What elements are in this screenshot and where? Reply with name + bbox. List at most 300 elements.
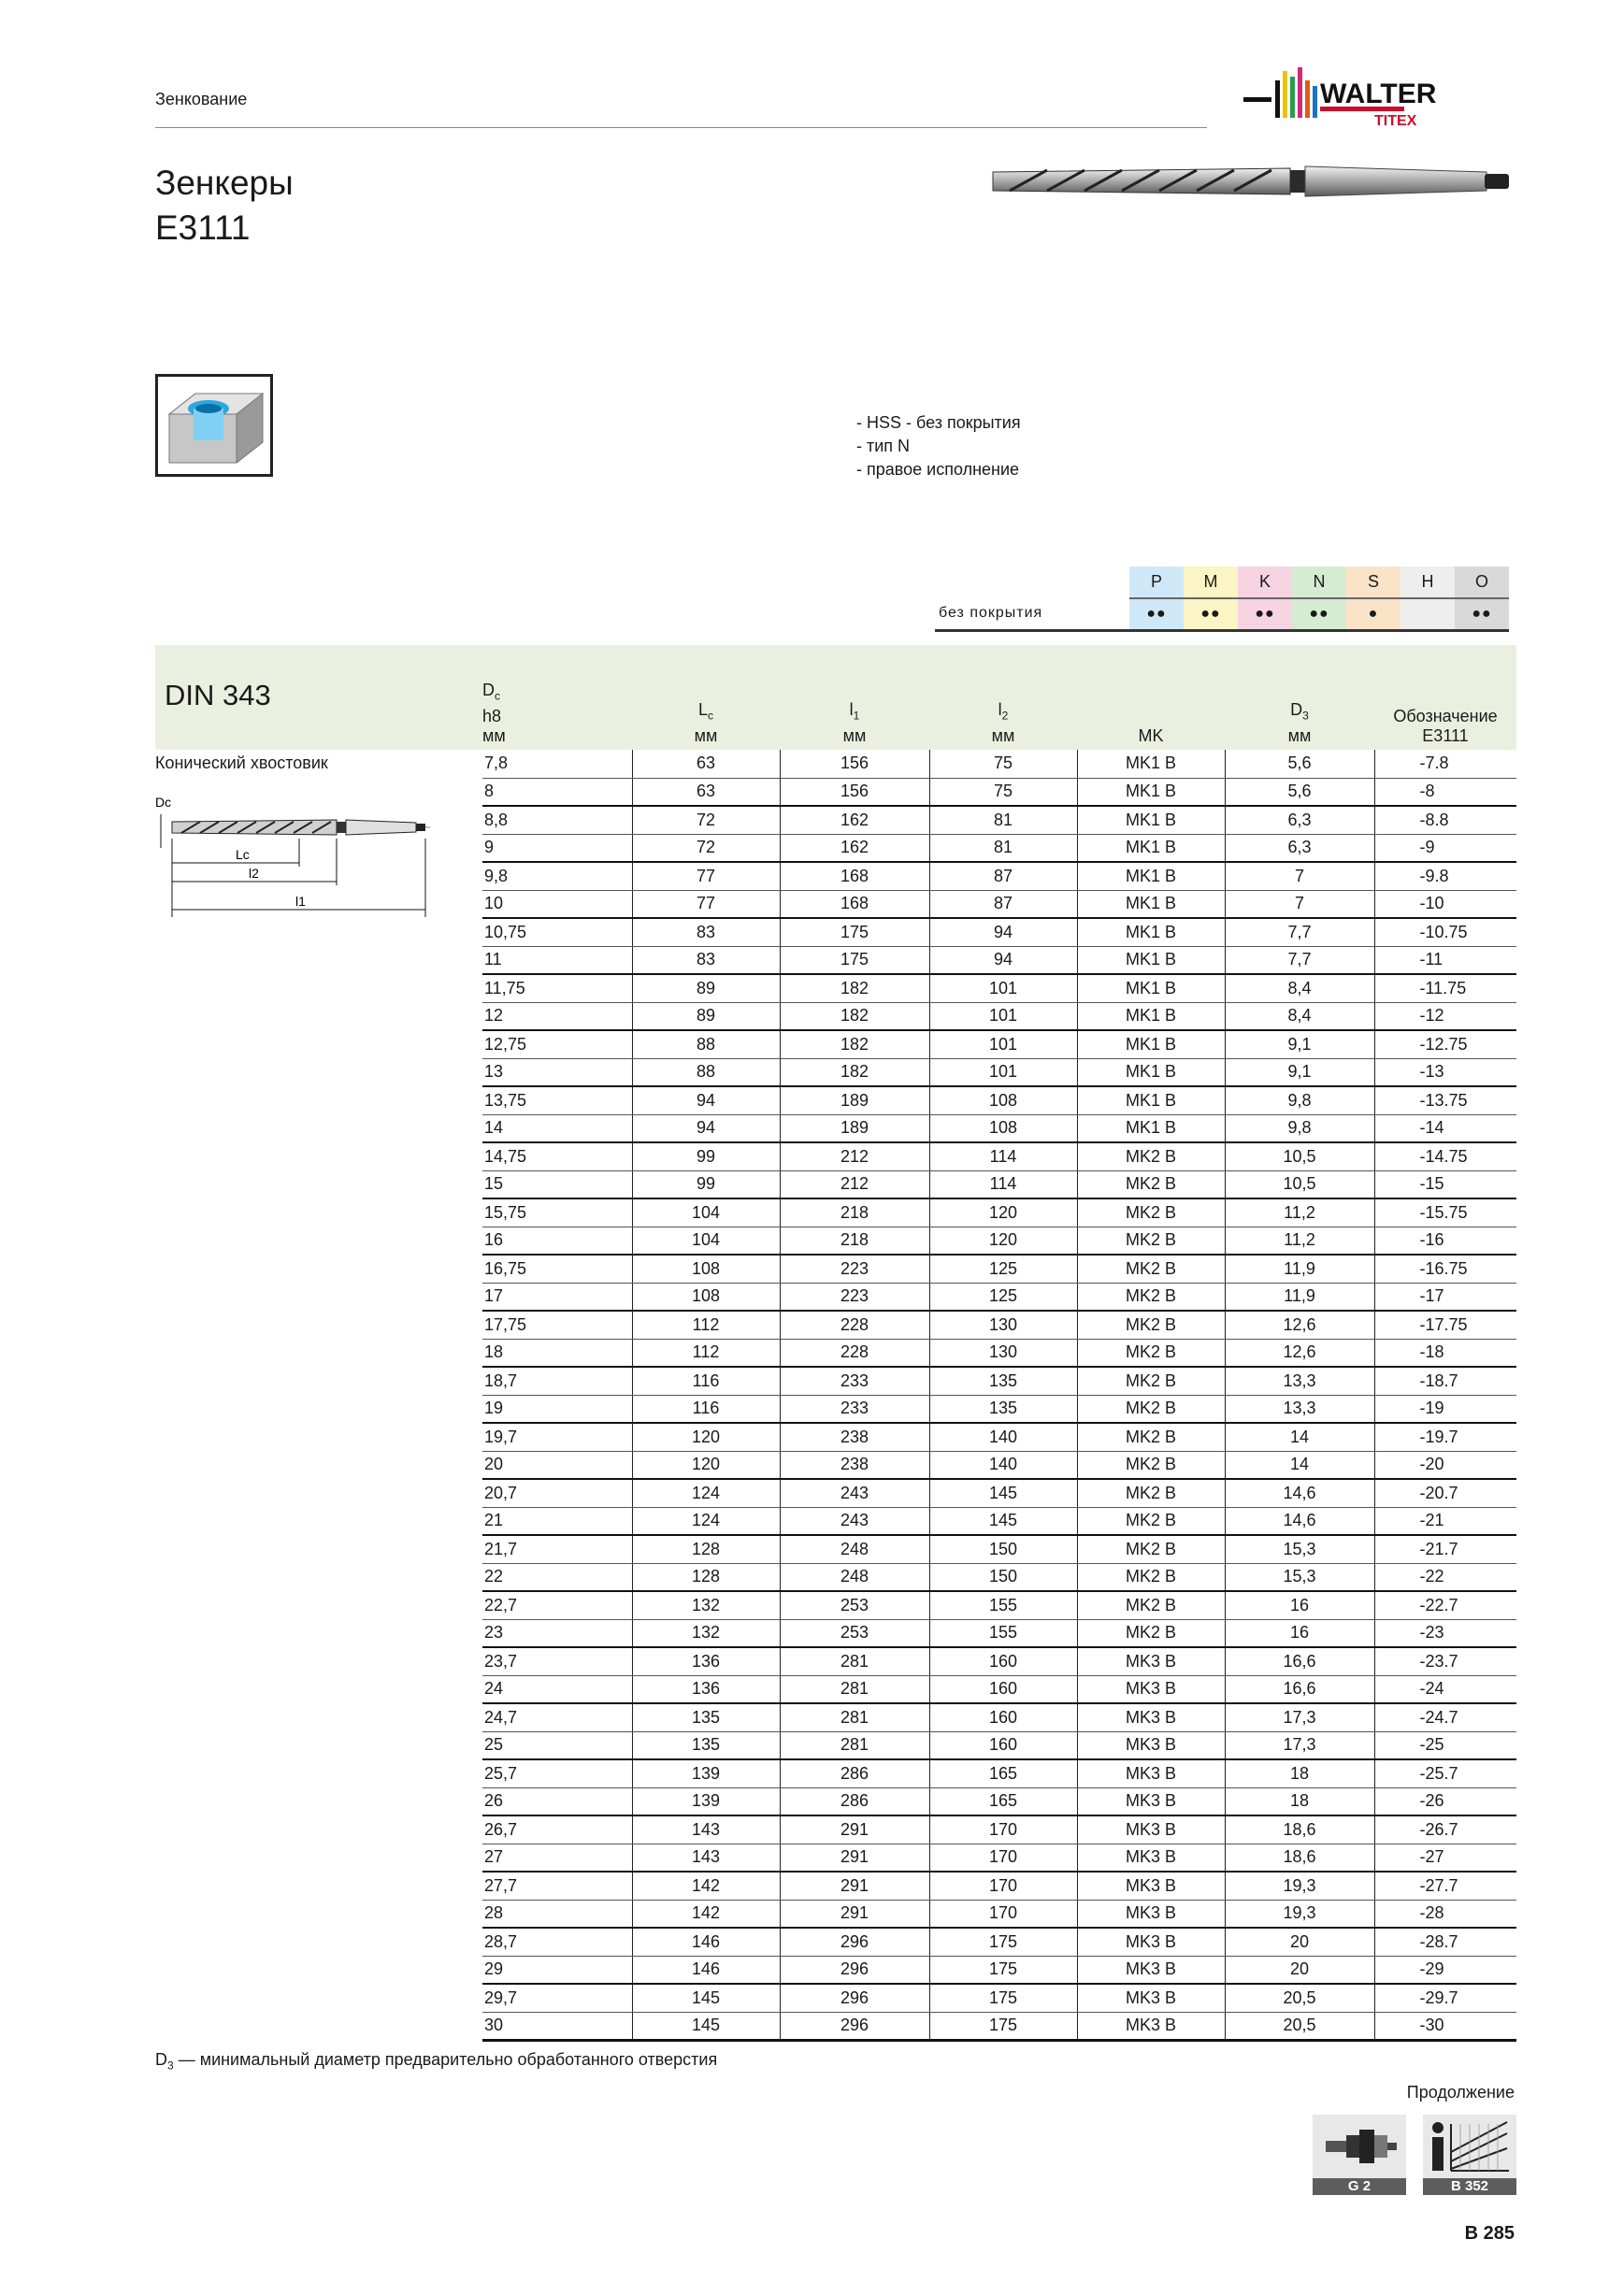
- cell-l2: 120: [929, 1227, 1077, 1255]
- table-row: [482, 778, 1516, 806]
- cell-lc: 128: [632, 1563, 780, 1591]
- cell-l2: 135: [929, 1395, 1077, 1423]
- countersink-data-table: [482, 750, 1516, 2042]
- rating-m: ●●: [1184, 598, 1238, 630]
- cell-designation: -13: [1374, 1058, 1516, 1086]
- cell-l2: 101: [929, 974, 1077, 1002]
- cell-mk: MK3 B: [1077, 1900, 1225, 1928]
- cell-l1: 253: [780, 1591, 929, 1619]
- table-row: [482, 1619, 1516, 1647]
- cell-mk: MK1 B: [1077, 1058, 1225, 1086]
- header-l2: $l_2$ мм: [991, 700, 1015, 745]
- cell-designation: -25.7: [1374, 1759, 1516, 1787]
- cell-designation: -17: [1374, 1283, 1516, 1311]
- cell-l2: 94: [929, 946, 1077, 974]
- table-row: [482, 1114, 1516, 1142]
- cell-lc: 145: [632, 1984, 780, 2012]
- tool-holder-icon: [1313, 2115, 1406, 2178]
- cell-dc: 25: [482, 1731, 632, 1759]
- cell-dc: 19,7: [482, 1423, 632, 1451]
- table-row: [482, 1311, 1516, 1339]
- cell-lc: 135: [632, 1703, 780, 1731]
- header-mk: MK: [1138, 726, 1164, 745]
- cell-l2: 150: [929, 1535, 1077, 1563]
- header-dc: $D_c$ h8 мм: [482, 681, 506, 745]
- table-row: [482, 974, 1516, 1002]
- cell-dc: 11,75: [482, 974, 632, 1002]
- cell-designation: -16.75: [1374, 1255, 1516, 1283]
- cell-d3: 18,6: [1225, 1815, 1374, 1844]
- cell-dc: 12: [482, 1002, 632, 1030]
- cell-mk: MK2 B: [1077, 1142, 1225, 1170]
- cell-dc: 13: [482, 1058, 632, 1086]
- cell-l2: 175: [929, 1928, 1077, 1956]
- table-row: [482, 1759, 1516, 1787]
- cell-mk: MK3 B: [1077, 1647, 1225, 1675]
- cell-lc: 136: [632, 1647, 780, 1675]
- cell-d3: 15,3: [1225, 1563, 1374, 1591]
- cell-l2: 130: [929, 1311, 1077, 1339]
- cell-l2: 160: [929, 1731, 1077, 1759]
- cell-l2: 108: [929, 1114, 1077, 1142]
- cell-l1: 281: [780, 1647, 929, 1675]
- cell-dc: 26: [482, 1787, 632, 1815]
- cell-l2: 140: [929, 1451, 1077, 1479]
- cell-designation: -27: [1374, 1844, 1516, 1872]
- cell-l1: 238: [780, 1423, 929, 1451]
- cell-l2: 145: [929, 1479, 1077, 1507]
- cell-d3: 11,2: [1225, 1198, 1374, 1227]
- cell-designation: -10: [1374, 890, 1516, 918]
- cell-l2: 114: [929, 1142, 1077, 1170]
- cell-lc: 124: [632, 1479, 780, 1507]
- cell-d3: 10,5: [1225, 1142, 1374, 1170]
- cell-l1: 168: [780, 862, 929, 890]
- cell-l2: 101: [929, 1058, 1077, 1086]
- cell-l1: 291: [780, 1815, 929, 1844]
- table-row: [482, 1647, 1516, 1675]
- cell-dc: 14: [482, 1114, 632, 1142]
- cell-l2: 165: [929, 1759, 1077, 1787]
- cell-mk: MK3 B: [1077, 1703, 1225, 1731]
- cell-d3: 17,3: [1225, 1731, 1374, 1759]
- rating-s: ●: [1346, 598, 1400, 630]
- cell-dc: 29,7: [482, 1984, 632, 2012]
- title-line-1: Зенкеры: [155, 164, 294, 202]
- table-row: [482, 1058, 1516, 1086]
- cell-d3: 9,1: [1225, 1058, 1374, 1086]
- cell-l2: 170: [929, 1815, 1077, 1844]
- cell-l1: 281: [780, 1675, 929, 1703]
- cell-d3: 6,3: [1225, 834, 1374, 862]
- cell-l1: 212: [780, 1170, 929, 1198]
- cell-designation: -29.7: [1374, 1984, 1516, 2012]
- cell-d3: 14: [1225, 1451, 1374, 1479]
- cell-l2: 135: [929, 1367, 1077, 1395]
- cell-l2: 101: [929, 1030, 1077, 1058]
- cell-designation: -21.7: [1374, 1535, 1516, 1563]
- cell-mk: MK3 B: [1077, 1815, 1225, 1844]
- cell-l2: 108: [929, 1086, 1077, 1114]
- table-row: [482, 1283, 1516, 1311]
- cell-dc: 18,7: [482, 1367, 632, 1395]
- cell-l1: 218: [780, 1227, 929, 1255]
- cell-lc: 83: [632, 946, 780, 974]
- cell-lc: 99: [632, 1170, 780, 1198]
- cell-mk: MK2 B: [1077, 1395, 1225, 1423]
- cell-d3: 11,9: [1225, 1283, 1374, 1311]
- rating-p: ●●: [1129, 598, 1184, 630]
- cell-l1: 281: [780, 1731, 929, 1759]
- cell-l1: 182: [780, 974, 929, 1002]
- header-lc: $L_c$ мм: [694, 700, 718, 745]
- cell-l2: 175: [929, 2012, 1077, 2040]
- cell-l2: 170: [929, 1872, 1077, 1900]
- cell-d3: 20: [1225, 1928, 1374, 1956]
- cell-l2: 150: [929, 1563, 1077, 1591]
- cell-designation: -23.7: [1374, 1647, 1516, 1675]
- cell-dc: 22: [482, 1563, 632, 1591]
- cell-dc: 16: [482, 1227, 632, 1255]
- cell-d3: 20,5: [1225, 2012, 1374, 2040]
- header-d3: $D_3$ мм: [1287, 700, 1312, 745]
- cell-mk: MK1 B: [1077, 834, 1225, 862]
- cell-l2: 75: [929, 750, 1077, 778]
- cell-designation: -24.7: [1374, 1703, 1516, 1731]
- cell-lc: 142: [632, 1900, 780, 1928]
- cell-lc: 135: [632, 1731, 780, 1759]
- reference-g2-label: G 2: [1313, 2178, 1406, 2195]
- cell-d3: 20: [1225, 1956, 1374, 1984]
- cell-designation: -18.7: [1374, 1367, 1516, 1395]
- cell-lc: 94: [632, 1086, 780, 1114]
- data-table-body: [482, 750, 1516, 2040]
- footnote: $D_3$ — минимальный диаметр предварительно обработанного отверстия: [155, 2050, 718, 2073]
- cell-l1: 286: [780, 1759, 929, 1787]
- cell-dc: 21,7: [482, 1535, 632, 1563]
- rating-n: ●●: [1292, 598, 1346, 630]
- reference-b352-icon[interactable]: [1423, 2115, 1516, 2195]
- cell-dc: 29: [482, 1956, 632, 1984]
- cell-d3: 14,6: [1225, 1507, 1374, 1535]
- table-row: [482, 1002, 1516, 1030]
- cell-dc: 8,8: [482, 806, 632, 834]
- cell-dc: 24: [482, 1675, 632, 1703]
- cell-dc: 28,7: [482, 1928, 632, 1956]
- cell-designation: -9.8: [1374, 862, 1516, 890]
- cell-mk: MK2 B: [1077, 1423, 1225, 1451]
- cell-d3: 13,3: [1225, 1395, 1374, 1423]
- cell-lc: 146: [632, 1956, 780, 1984]
- cell-l1: 291: [780, 1844, 929, 1872]
- table-row: [482, 1928, 1516, 1956]
- reference-b352-label: B 352: [1423, 2178, 1516, 2195]
- cell-mk: MK2 B: [1077, 1479, 1225, 1507]
- cell-lc: 124: [632, 1507, 780, 1535]
- table-row: [482, 1339, 1516, 1367]
- cell-designation: -14.75: [1374, 1142, 1516, 1170]
- cell-designation: -20: [1374, 1451, 1516, 1479]
- cell-dc: 17: [482, 1283, 632, 1311]
- cell-designation: -19: [1374, 1395, 1516, 1423]
- table-row: [482, 1507, 1516, 1535]
- cell-l2: 125: [929, 1255, 1077, 1283]
- cell-d3: 5,6: [1225, 750, 1374, 778]
- cell-l2: 75: [929, 778, 1077, 806]
- cell-l1: 175: [780, 946, 929, 974]
- cell-mk: MK3 B: [1077, 1787, 1225, 1815]
- cell-dc: 23,7: [482, 1647, 632, 1675]
- cell-dc: 27: [482, 1844, 632, 1872]
- cell-designation: -12: [1374, 1002, 1516, 1030]
- material-o: O: [1455, 567, 1509, 598]
- cell-dc: 25,7: [482, 1759, 632, 1787]
- cell-lc: 104: [632, 1198, 780, 1227]
- cell-l2: 175: [929, 1956, 1077, 1984]
- table-row: [482, 1030, 1516, 1058]
- cell-mk: MK2 B: [1077, 1563, 1225, 1591]
- cell-lc: 116: [632, 1395, 780, 1423]
- table-row: [482, 1900, 1516, 1928]
- table-row: [482, 1142, 1516, 1170]
- cell-lc: 89: [632, 974, 780, 1002]
- feature-list: [856, 411, 1021, 481]
- cell-l1: 189: [780, 1114, 929, 1142]
- material-h: H: [1400, 567, 1455, 598]
- header-designation: Обозначение E3111: [1393, 707, 1498, 745]
- logo-sub-brand: TITEX: [1374, 113, 1417, 129]
- table-row: [482, 1956, 1516, 1984]
- cell-designation: -8.8: [1374, 806, 1516, 834]
- cell-lc: 136: [632, 1675, 780, 1703]
- table-row: [482, 1675, 1516, 1703]
- section-label: Зенкование: [155, 90, 248, 108]
- cell-l1: 281: [780, 1703, 929, 1731]
- table-row: [482, 1844, 1516, 1872]
- cell-l1: 162: [780, 806, 929, 834]
- cell-designation: -14: [1374, 1114, 1516, 1142]
- material-k: K: [1238, 567, 1292, 598]
- cell-dc: 23: [482, 1619, 632, 1647]
- cell-d3: 18: [1225, 1787, 1374, 1815]
- table-row: [482, 1255, 1516, 1283]
- cell-lc: 77: [632, 890, 780, 918]
- cell-l1: 243: [780, 1479, 929, 1507]
- cell-l1: 243: [780, 1507, 929, 1535]
- cell-l1: 296: [780, 1956, 929, 1984]
- cell-l1: 233: [780, 1395, 929, 1423]
- table-row: [482, 1535, 1516, 1563]
- cell-l1: 296: [780, 2012, 929, 2040]
- cell-d3: 18: [1225, 1759, 1374, 1787]
- cell-designation: -29: [1374, 1956, 1516, 1984]
- cell-designation: -22: [1374, 1563, 1516, 1591]
- cell-mk: MK1 B: [1077, 778, 1225, 806]
- cell-dc: 27,7: [482, 1872, 632, 1900]
- feature-item: - HSS - без покрытия: [856, 413, 1021, 432]
- cell-l2: 170: [929, 1844, 1077, 1872]
- cell-dc: 10: [482, 890, 632, 918]
- header-l1: $l_1$ мм: [842, 700, 867, 745]
- walter-titex-logo: [1234, 60, 1515, 135]
- cell-mk: MK3 B: [1077, 1956, 1225, 1984]
- cell-d3: 18,6: [1225, 1844, 1374, 1872]
- rating-o: ●●: [1455, 598, 1509, 630]
- cell-l1: 212: [780, 1142, 929, 1170]
- page-title: [155, 161, 294, 251]
- cell-lc: 77: [632, 862, 780, 890]
- cell-dc: 12,75: [482, 1030, 632, 1058]
- logo-brand: WALTER: [1320, 79, 1437, 109]
- cell-l2: 140: [929, 1423, 1077, 1451]
- table-row: [482, 1563, 1516, 1591]
- cell-d3: 19,3: [1225, 1900, 1374, 1928]
- material-p: P: [1129, 567, 1184, 598]
- drawing-lc-label: Lc: [236, 847, 250, 862]
- cell-mk: MK2 B: [1077, 1227, 1225, 1255]
- shank-type-label: Конический хвостовик: [155, 753, 328, 772]
- cell-lc: 94: [632, 1114, 780, 1142]
- cell-lc: 63: [632, 778, 780, 806]
- cell-designation: -15: [1374, 1170, 1516, 1198]
- table-row: [482, 1367, 1516, 1395]
- table-row: [482, 1787, 1516, 1815]
- drawing-l1-label: l1: [295, 894, 306, 909]
- cell-d3: 8,4: [1225, 1002, 1374, 1030]
- info-chart-icon: [1423, 2115, 1516, 2178]
- cell-l2: 165: [929, 1787, 1077, 1815]
- cell-mk: MK1 B: [1077, 750, 1225, 778]
- countersink-hole-icon: [158, 377, 270, 474]
- cell-l2: 160: [929, 1703, 1077, 1731]
- cell-lc: 128: [632, 1535, 780, 1563]
- cell-lc: 139: [632, 1787, 780, 1815]
- cell-designation: -9: [1374, 834, 1516, 862]
- material-m: M: [1184, 567, 1238, 598]
- cell-mk: MK2 B: [1077, 1367, 1225, 1395]
- feature-item: - тип N: [856, 437, 911, 455]
- cell-lc: 143: [632, 1815, 780, 1844]
- cell-d3: 13,3: [1225, 1367, 1374, 1395]
- table-row: [482, 1984, 1516, 2012]
- cell-mk: MK1 B: [1077, 806, 1225, 834]
- cell-lc: 112: [632, 1311, 780, 1339]
- cell-lc: 108: [632, 1255, 780, 1283]
- cell-designation: -24: [1374, 1675, 1516, 1703]
- cell-designation: -11: [1374, 946, 1516, 974]
- cell-designation: -17.75: [1374, 1311, 1516, 1339]
- cell-mk: MK2 B: [1077, 1507, 1225, 1535]
- cell-l1: 156: [780, 750, 929, 778]
- cell-d3: 16: [1225, 1591, 1374, 1619]
- cell-d3: 11,9: [1225, 1255, 1374, 1283]
- cell-mk: MK1 B: [1077, 1114, 1225, 1142]
- drawing-dc-label: Dc: [155, 795, 172, 810]
- cell-l1: 175: [780, 918, 929, 946]
- cell-l1: 223: [780, 1283, 929, 1311]
- cell-l1: 156: [780, 778, 929, 806]
- cell-mk: MK3 B: [1077, 1844, 1225, 1872]
- cell-mk: MK2 B: [1077, 1255, 1225, 1283]
- table-row: [482, 946, 1516, 974]
- cell-dc: 28: [482, 1900, 632, 1928]
- cell-l1: 296: [780, 1928, 929, 1956]
- cell-d3: 9,8: [1225, 1114, 1374, 1142]
- countersink-application-icon: [155, 374, 273, 477]
- cell-designation: -28: [1374, 1900, 1516, 1928]
- cell-l1: 233: [780, 1367, 929, 1395]
- table-row: [482, 1479, 1516, 1507]
- cell-l1: 218: [780, 1198, 929, 1227]
- cell-l1: 182: [780, 1002, 929, 1030]
- cell-l2: 130: [929, 1339, 1077, 1367]
- cell-l1: 248: [780, 1535, 929, 1563]
- tool-dimension-drawing: [150, 790, 439, 921]
- cell-dc: 26,7: [482, 1815, 632, 1844]
- cell-dc: 22,7: [482, 1591, 632, 1619]
- cell-mk: MK2 B: [1077, 1283, 1225, 1311]
- cell-d3: 16: [1225, 1619, 1374, 1647]
- cell-d3: 17,3: [1225, 1703, 1374, 1731]
- cell-d3: 7,7: [1225, 946, 1374, 974]
- cell-designation: -21: [1374, 1507, 1516, 1535]
- coating-label: без покрытия: [935, 598, 1129, 630]
- cell-dc: 9: [482, 834, 632, 862]
- cell-l2: 170: [929, 1900, 1077, 1928]
- continuation-label: Продолжение: [1406, 2083, 1515, 2102]
- cell-mk: MK1 B: [1077, 1030, 1225, 1058]
- cell-lc: 104: [632, 1227, 780, 1255]
- cell-mk: MK2 B: [1077, 1339, 1225, 1367]
- cell-d3: 8,4: [1225, 974, 1374, 1002]
- table-row: [482, 1872, 1516, 1900]
- cell-dc: 9,8: [482, 862, 632, 890]
- cell-d3: 7,7: [1225, 918, 1374, 946]
- cell-dc: 15,75: [482, 1198, 632, 1227]
- cell-dc: 10,75: [482, 918, 632, 946]
- cell-d3: 19,3: [1225, 1872, 1374, 1900]
- cell-l1: 248: [780, 1563, 929, 1591]
- cell-designation: -11.75: [1374, 974, 1516, 1002]
- cell-dc: 16,75: [482, 1255, 632, 1283]
- cell-mk: MK2 B: [1077, 1619, 1225, 1647]
- reference-g2-icon[interactable]: [1313, 2115, 1406, 2195]
- cell-dc: 19: [482, 1395, 632, 1423]
- cell-l2: 87: [929, 890, 1077, 918]
- cell-dc: 15: [482, 1170, 632, 1198]
- table-row: [482, 1703, 1516, 1731]
- cell-dc: 7,8: [482, 750, 632, 778]
- cell-d3: 15,3: [1225, 1535, 1374, 1563]
- material-n: N: [1292, 567, 1346, 598]
- table-row: [482, 1395, 1516, 1423]
- cell-lc: 72: [632, 834, 780, 862]
- cell-designation: -19.7: [1374, 1423, 1516, 1451]
- table-row: [482, 1451, 1516, 1479]
- table-row: [482, 750, 1516, 778]
- cell-lc: 120: [632, 1451, 780, 1479]
- cell-designation: -18: [1374, 1339, 1516, 1367]
- cell-l1: 168: [780, 890, 929, 918]
- cell-d3: 14,6: [1225, 1479, 1374, 1507]
- cell-l2: 125: [929, 1283, 1077, 1311]
- cell-mk: MK2 B: [1077, 1591, 1225, 1619]
- cell-mk: MK3 B: [1077, 1759, 1225, 1787]
- cell-d3: 16,6: [1225, 1647, 1374, 1675]
- rating-h: [1400, 598, 1455, 630]
- cell-designation: -7.8: [1374, 750, 1516, 778]
- cell-l1: 182: [780, 1058, 929, 1086]
